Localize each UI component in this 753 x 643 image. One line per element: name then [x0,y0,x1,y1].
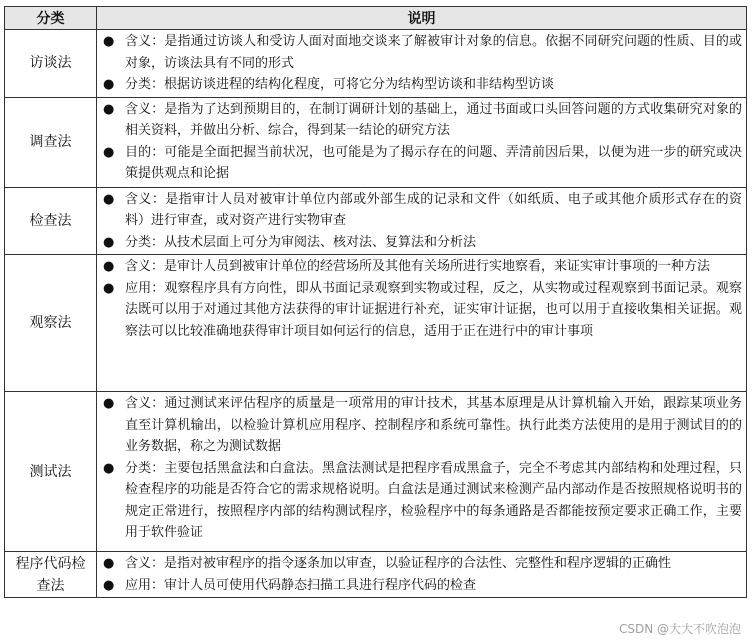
list-item [99,458,742,544]
list-item [99,256,742,278]
row-category-observation: 观察法 [5,255,97,392]
row-category-survey: 调查法 [5,97,97,187]
table-row [5,187,747,255]
item-text: 含义：是指对被审程序的指令逐条加以审查，以验证程序的合法性、完整性和程序逻辑的正确性 [125,556,672,571]
bullet-icon: ● [103,191,115,207]
item-text: 应用：观察程序具有方向性，即从书面记录观察到实物或过程，反之，从实物或过程观察到书面记录。观察法既可以用于对通过其他方法获得的审计证据进行补充，证实审计证据，也可以用于直接收集相关证据。观察法可以比较准确地获得审计项目如何运行的信息，适用于正在进行中的审计事项 [125,280,742,339]
header-description: 说明 [97,7,747,30]
bullet-icon: ● [103,34,115,49]
table-header-row [5,7,747,30]
bullet-icon: ● [103,280,115,296]
bullet-icon: ● [103,460,115,476]
row-category-code-review: 程序代码检查法 [5,552,97,598]
item-text: 含义：是指审计人员对被审计单位内部或外部生成的记录和文件（如纸质、电子或其他介质形式存在的资料）进行审查，或对资产进行实物审查 [125,191,742,228]
bullet-icon: ● [103,144,115,160]
list-item [99,393,742,458]
list-item [99,142,742,185]
bullet-icon: ● [103,556,115,571]
row-description [97,187,747,255]
list-item [99,31,742,74]
table-row [5,30,747,98]
list-item [99,99,742,142]
item-text: 应用：审计人员可使用代码静态扫描工具进行程序代码的检查 [125,577,477,593]
list-item [99,232,742,254]
bullet-icon: ● [103,77,115,92]
row-description [97,30,747,98]
header-category: 分类 [5,7,97,30]
item-text: 分类：根据访谈进程的结构化程度，可将它分为结构型访谈和非结构型访谈 [125,77,555,92]
row-category-testing: 测试法 [5,392,97,552]
row-description [97,392,747,552]
bullet-icon: ● [103,234,115,250]
row-description [97,97,747,187]
item-text: 含义：是审计人员到被审计单位的经营场所及其他有关场所进行实地察看，来证实审计事项的一种方法 [125,259,711,274]
table-row [5,552,747,598]
row-category-inspection: 检查法 [5,187,97,255]
item-text: 目的：可能是全面把握当前状况，也可能是为了揭示存在的问题、弄清前因后果，以便为进一步的研究或决策提供观点和论据 [125,144,742,181]
list-item [99,553,742,575]
item-text: 含义：通过测试来评估程序的质量是一项常用的审计技术，其基本原理是从计算机输入开始，跟踪某项业务直至计算机输出，以检验计算机应用程序、控制程序和系统可靠性。执行此类方法使用的是用于测试目的的业务数据，称之为测试数据 [125,396,742,454]
list-item [99,189,742,232]
audit-methods-table [4,6,747,598]
list-item [99,74,742,96]
row-description [97,255,747,392]
item-text: 含义：是指通过访谈人和受访人面对面地交谈来了解被审计对象的信息。依据不同研究问题的性质、目的或对象，访谈法具有不同的形式 [125,34,742,71]
row-description [97,552,747,598]
row-category-interview: 访谈法 [5,30,97,98]
item-text: 分类：从技术层面上可分为审阅法、核对法、复算法和分析法 [125,234,477,250]
bullet-icon: ● [103,396,115,411]
bullet-icon: ● [103,577,115,593]
list-item [99,575,742,597]
bullet-icon: ● [103,259,115,274]
item-text: 含义：是指为了达到预期目的，在制订调研计划的基础上，通过书面或口头回答问题的方式收集研究对象的相关资料，并做出分析、综合，得到某一结论的研究方法 [125,101,742,138]
table-row [5,392,747,552]
item-text: 分类：主要包括黑盒法和白盒法。黑盒法测试是把程序看成黑盒子，完全不考虑其内部结构和处理过程，只检查程序的功能是否符合它的需求规格说明。白盒法是通过测试来检测产品内部动作是否按照规格说明书的规定正常进行，按照程序内部的结构测试程序，检验程序中的每条通路是否都能按预定要求正确工作，主要用于软件验证 [125,460,742,540]
table-row [5,255,747,392]
table-row [5,97,747,187]
watermark: CSDN @大大不吹泡泡 [618,622,741,636]
list-item [99,278,742,343]
bullet-icon: ● [103,101,115,117]
